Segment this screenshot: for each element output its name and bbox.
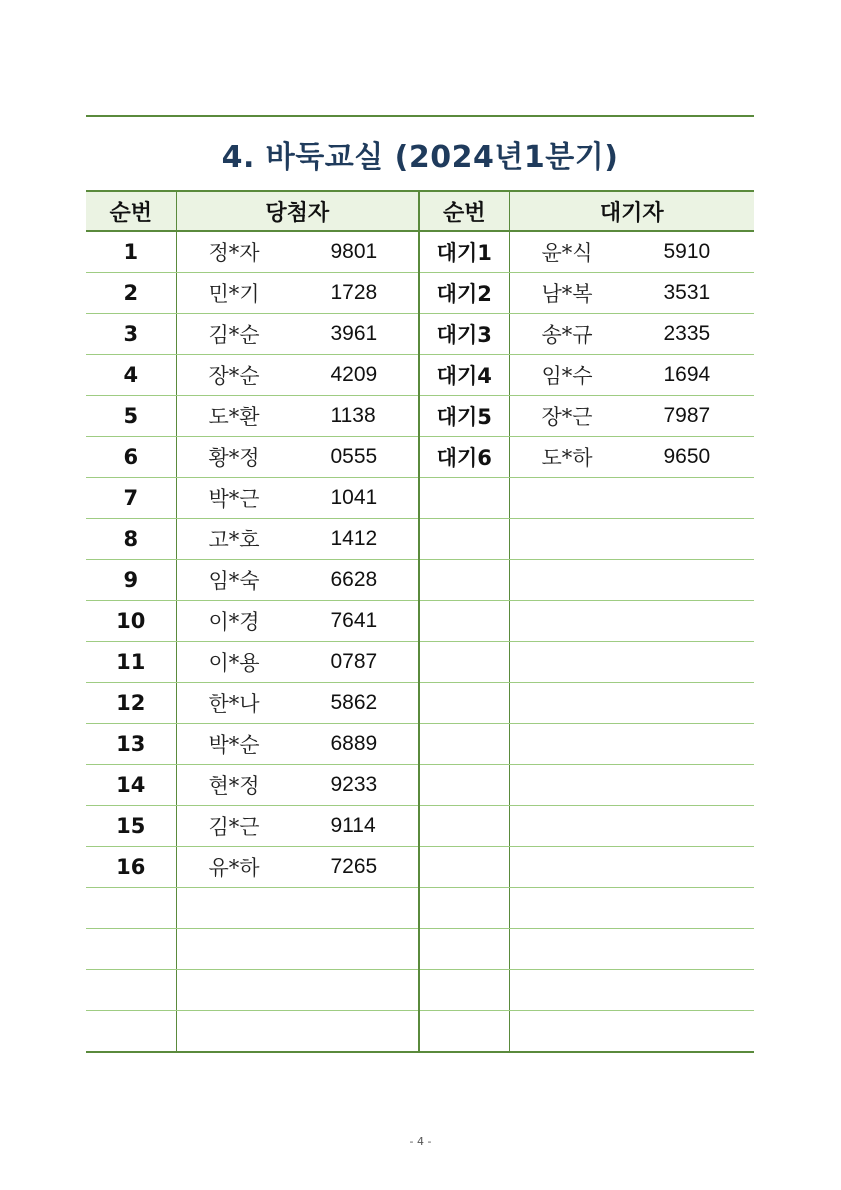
winner-name: 박*근	[208, 487, 260, 511]
waiting-code: 7987	[663, 404, 711, 427]
winner-code: 6889	[330, 732, 378, 755]
row-number: 7	[86, 478, 176, 519]
table-row	[86, 929, 754, 970]
row-number: 10	[86, 601, 176, 642]
waiting-cell	[509, 601, 754, 642]
waiting-cell	[509, 1011, 754, 1053]
table-row	[86, 970, 754, 1011]
row-number: 14	[86, 765, 176, 806]
row-number: 13	[86, 724, 176, 765]
row-number: 2	[86, 273, 176, 314]
winner-cell	[176, 970, 419, 1011]
winner-name: 이*경	[208, 610, 260, 634]
wait-number	[419, 560, 509, 601]
winner-code: 1041	[330, 486, 378, 509]
wait-number	[419, 888, 509, 929]
winner-name: 고*호	[208, 528, 260, 552]
winner-cell	[176, 724, 419, 765]
wait-number	[419, 929, 509, 970]
winner-cell	[176, 683, 419, 724]
waiting-cell	[509, 519, 754, 560]
page-number: - 4 -	[409, 1135, 432, 1148]
table-row	[86, 273, 754, 314]
row-number	[86, 888, 176, 929]
winner-cell	[176, 560, 419, 601]
row-number	[86, 970, 176, 1011]
table-row	[86, 231, 754, 273]
wait-number: 대기1	[419, 231, 509, 273]
waiting-cell	[509, 478, 754, 519]
results-table	[86, 190, 754, 1053]
waiting-cell	[509, 560, 754, 601]
table-row	[86, 888, 754, 929]
winner-cell	[176, 806, 419, 847]
row-number	[86, 929, 176, 970]
table-row	[86, 806, 754, 847]
waiting-cell	[509, 273, 754, 314]
winner-cell	[176, 273, 419, 314]
winner-code: 7265	[330, 855, 378, 878]
waiting-cell	[509, 437, 754, 478]
waiting-code: 9650	[663, 445, 711, 468]
winner-code: 0555	[330, 445, 378, 468]
winner-cell	[176, 601, 419, 642]
wait-number	[419, 806, 509, 847]
waiting-cell	[509, 396, 754, 437]
header-wait-no: 순번	[419, 191, 509, 231]
row-number: 6	[86, 437, 176, 478]
row-number: 4	[86, 355, 176, 396]
wait-number	[419, 724, 509, 765]
wait-number	[419, 1011, 509, 1053]
waiting-cell	[509, 355, 754, 396]
table-row	[86, 396, 754, 437]
winner-name: 임*숙	[208, 569, 260, 593]
waiting-cell	[509, 929, 754, 970]
header-winners: 당첨자	[176, 191, 419, 231]
winner-name: 정*자	[208, 241, 260, 265]
waiting-cell	[509, 642, 754, 683]
winner-cell	[176, 642, 419, 683]
row-number: 5	[86, 396, 176, 437]
winner-code: 7641	[330, 609, 378, 632]
winner-name: 장*순	[208, 364, 260, 388]
row-number	[86, 1011, 176, 1053]
winner-name: 유*하	[208, 856, 260, 880]
row-number: 11	[86, 642, 176, 683]
waiting-name: 송*규	[541, 323, 593, 347]
winner-code: 4209	[330, 363, 378, 386]
waiting-cell	[509, 847, 754, 888]
table-row	[86, 724, 754, 765]
wait-number	[419, 847, 509, 888]
waiting-code: 2335	[663, 322, 711, 345]
winner-code: 9114	[330, 814, 376, 837]
waiting-name: 남*복	[541, 282, 593, 306]
winner-code: 1728	[330, 281, 378, 304]
page-title: 4. 바둑교실 (2024년1분기)	[221, 140, 619, 175]
waiting-cell	[509, 970, 754, 1011]
row-number: 9	[86, 560, 176, 601]
wait-number: 대기3	[419, 314, 509, 355]
header-no: 순번	[86, 191, 176, 231]
header-waiting: 대기자	[509, 191, 754, 231]
wait-number	[419, 478, 509, 519]
table-row	[86, 355, 754, 396]
winner-name: 김*순	[208, 323, 260, 347]
winner-code: 3961	[330, 322, 378, 345]
table-row	[86, 314, 754, 355]
winner-code: 0787	[330, 650, 378, 673]
winner-code: 1412	[330, 527, 378, 550]
waiting-name: 장*근	[541, 405, 593, 429]
top-rule	[86, 115, 754, 117]
waiting-cell	[509, 724, 754, 765]
wait-number	[419, 683, 509, 724]
row-number: 8	[86, 519, 176, 560]
winner-name: 도*환	[208, 405, 260, 429]
winner-code: 1138	[330, 404, 376, 427]
winner-code: 9801	[330, 240, 378, 263]
winner-name: 황*정	[208, 446, 260, 470]
table-row	[86, 560, 754, 601]
row-number: 1	[86, 231, 176, 273]
waiting-name: 윤*식	[541, 241, 593, 265]
waiting-cell	[509, 888, 754, 929]
waiting-cell	[509, 806, 754, 847]
waiting-cell	[509, 765, 754, 806]
winner-name: 이*용	[208, 651, 260, 675]
winner-code: 6628	[330, 568, 378, 591]
waiting-code: 3531	[663, 281, 711, 304]
winner-cell	[176, 231, 419, 273]
table-header-row	[86, 191, 754, 231]
table-row	[86, 601, 754, 642]
wait-number: 대기5	[419, 396, 509, 437]
wait-number: 대기2	[419, 273, 509, 314]
table-row	[86, 519, 754, 560]
row-number: 16	[86, 847, 176, 888]
winner-name: 김*근	[208, 815, 260, 839]
wait-number	[419, 970, 509, 1011]
table-row	[86, 478, 754, 519]
winner-cell	[176, 1011, 419, 1053]
winner-name: 박*순	[208, 733, 260, 757]
waiting-name: 임*수	[541, 364, 593, 388]
winner-name: 한*나	[208, 692, 260, 716]
winner-cell	[176, 314, 419, 355]
winner-cell	[176, 847, 419, 888]
waiting-cell	[509, 683, 754, 724]
wait-number	[419, 519, 509, 560]
table-row	[86, 847, 754, 888]
wait-number	[419, 601, 509, 642]
winner-cell	[176, 888, 419, 929]
winner-cell	[176, 437, 419, 478]
wait-number: 대기6	[419, 437, 509, 478]
winner-name: 민*기	[208, 282, 260, 306]
winner-cell	[176, 765, 419, 806]
wait-number	[419, 765, 509, 806]
table-row	[86, 642, 754, 683]
waiting-cell	[509, 314, 754, 355]
waiting-code: 5910	[663, 240, 711, 263]
waiting-name: 도*하	[541, 446, 593, 470]
winner-cell	[176, 519, 419, 560]
winner-cell	[176, 478, 419, 519]
row-number: 3	[86, 314, 176, 355]
winner-code: 9233	[330, 773, 378, 796]
row-number: 15	[86, 806, 176, 847]
table-row	[86, 437, 754, 478]
winner-code: 5862	[330, 691, 378, 714]
table-row	[86, 1011, 754, 1053]
winner-cell	[176, 929, 419, 970]
waiting-cell	[509, 231, 754, 273]
table-row	[86, 765, 754, 806]
wait-number	[419, 642, 509, 683]
row-number: 12	[86, 683, 176, 724]
winner-cell	[176, 396, 419, 437]
wait-number: 대기4	[419, 355, 509, 396]
winner-name: 현*정	[208, 774, 260, 798]
table-row	[86, 683, 754, 724]
waiting-code: 1694	[663, 363, 711, 386]
winner-cell	[176, 355, 419, 396]
